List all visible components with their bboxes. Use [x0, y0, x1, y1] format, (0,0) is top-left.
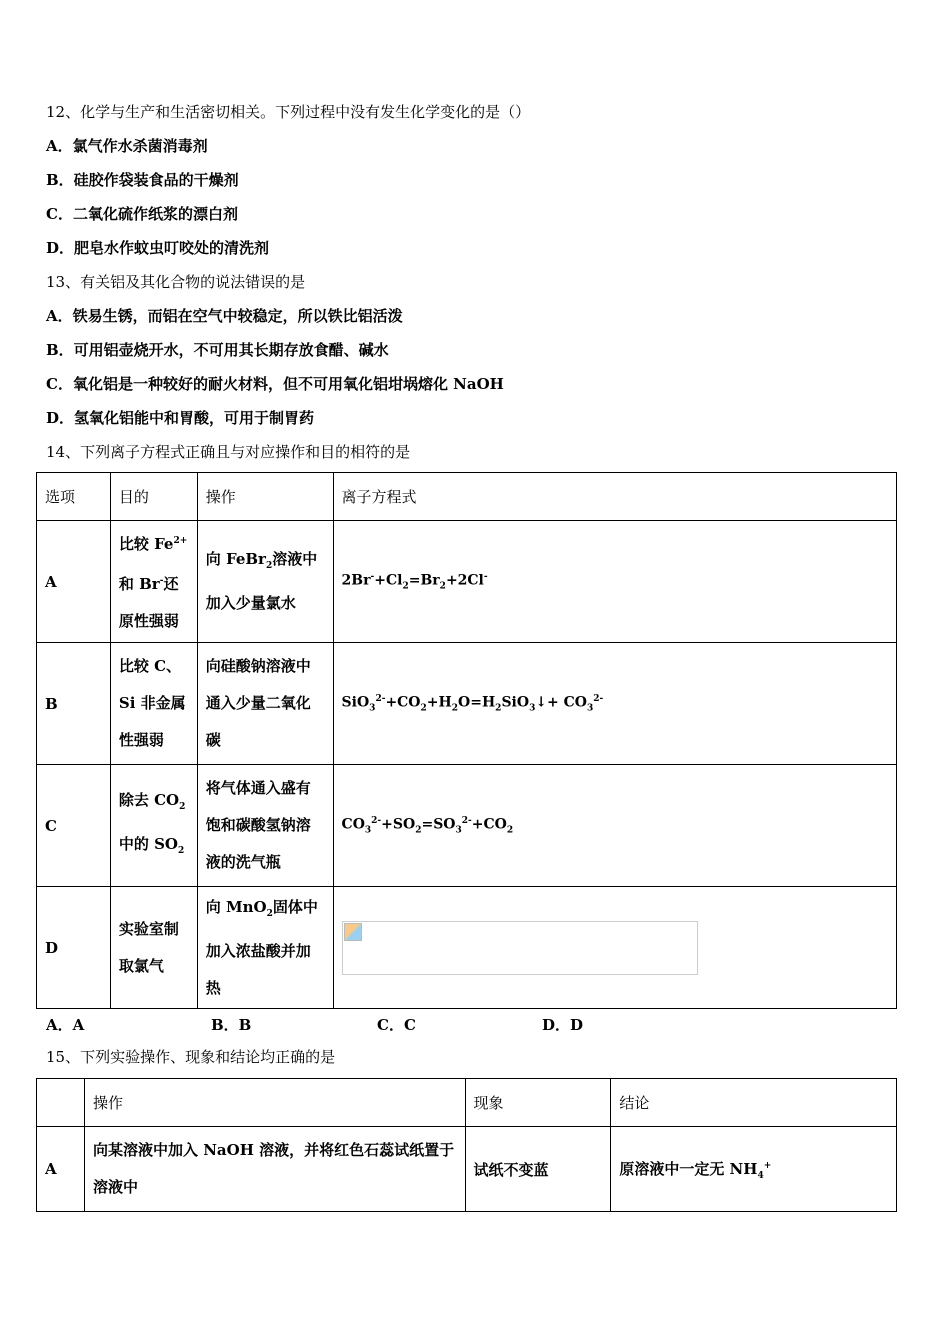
equation-cell: $CO_3^{2-}+SO_2=SO_3^{2-}+CO_2$ [333, 765, 896, 887]
header-cell: 选项 [37, 473, 111, 521]
option-cell: A [37, 521, 111, 643]
q15-stem: 15、下列实验操作、现象和结论均正确的是 [46, 1048, 336, 1066]
equation-cell: $2Br^-+Cl_2=Br_2+2Cl^-$ [333, 521, 896, 643]
table-row [37, 643, 897, 765]
q13-option-b: B．可用铝壶烧开水，不可用其长期存放食醋、碱水 [46, 341, 389, 359]
answer-option-c: C．C [377, 1016, 416, 1034]
q13-option-a: A．铁易生锈，而铝在空气中较稳定，所以铁比铝活泼 [46, 307, 403, 325]
q14-stem: 14、下列离子方程式正确且与对应操作和目的相符的是 [46, 443, 411, 461]
header-cell: 操作 [197, 473, 333, 521]
equation-cell [333, 887, 896, 1009]
q13-option-d: D．氢氧化铝能中和胃酸，可用于制胃药 [46, 409, 315, 427]
purpose-cell: 比较 C、 Si 非金属 性强弱 [110, 643, 197, 765]
option-cell: D [37, 887, 111, 1009]
q14-table [36, 472, 897, 1009]
q12-stem: 12、化学与生产和生活密切相关。下列过程中没有发生化学变化的是（） [46, 103, 531, 121]
q12-option-d: D．肥皂水作蚊虫叮咬处的清洗剂 [46, 239, 270, 257]
table-row [37, 765, 897, 887]
purpose-cell: 除去 $CO_2$ 中的 $SO_2$ [110, 765, 197, 887]
broken-image-placeholder [342, 921, 698, 975]
operation-cell: 将气体通入盛有 饱和碳酸氢钠溶 液的洗气瓶 [197, 765, 333, 887]
header-cell: 离子方程式 [333, 473, 896, 521]
option-cell: B [37, 643, 111, 765]
broken-image-icon [344, 923, 362, 941]
header-cell [37, 1079, 85, 1127]
operation-cell: 向某溶液中加入 NaOH 溶液，并将红色石蕊试纸置于溶液中 [84, 1127, 465, 1212]
purpose-cell: 比较 $Fe^{2+}$ 和 Br-还 原性强弱 [110, 521, 197, 643]
q13-option-c: C．氧化铝是一种较好的耐火材料，但不可用氧化铝坩埚熔化 NaOH [46, 375, 504, 393]
header-cell: 现象 [465, 1079, 611, 1127]
purpose-cell: 实验室制 取氯气 [110, 887, 197, 1009]
option-cell: C [37, 765, 111, 887]
answer-option-b: B．B [211, 1016, 252, 1034]
phenomenon-cell: 试纸不变蓝 [465, 1127, 611, 1212]
q13-stem: 13、有关铝及其化合物的说法错误的是 [46, 273, 306, 291]
conclusion-cell: 原溶液中一定无 $NH_4^+$ [611, 1127, 897, 1212]
q12-option-c: C．二氧化硫作纸浆的漂白剂 [46, 205, 238, 223]
operation-cell: 向 MnO$_2$固体中 加入浓盐酸并加 热 [197, 887, 333, 1009]
table-header-row [37, 473, 897, 521]
answer-option-a: A．A [46, 1016, 85, 1034]
table-header-row [37, 1079, 897, 1127]
answer-option-d: D．D [542, 1016, 584, 1034]
header-cell: 目的 [110, 473, 197, 521]
q12-option-b: B．硅胶作袋装食品的干燥剂 [46, 171, 239, 189]
operation-cell: 向 FeBr$_2$溶液中 加入少量氯水 [197, 521, 333, 643]
operation-cell: 向硅酸钠溶液中 通入少量二氧化 碳 [197, 643, 333, 765]
table-row [37, 887, 897, 1009]
option-cell: A [37, 1127, 85, 1212]
header-cell: 结论 [611, 1079, 897, 1127]
equation-cell: $SiO_3^{2-}+CO_2+H_2O=H_2SiO_3↓+ CO_3^{2-}$ [333, 643, 896, 765]
table-row [37, 521, 897, 643]
q12-option-a: A．氯气作水杀菌消毒剂 [46, 137, 208, 155]
table-row [37, 1127, 897, 1212]
q15-table [36, 1078, 897, 1212]
header-cell: 操作 [84, 1079, 465, 1127]
